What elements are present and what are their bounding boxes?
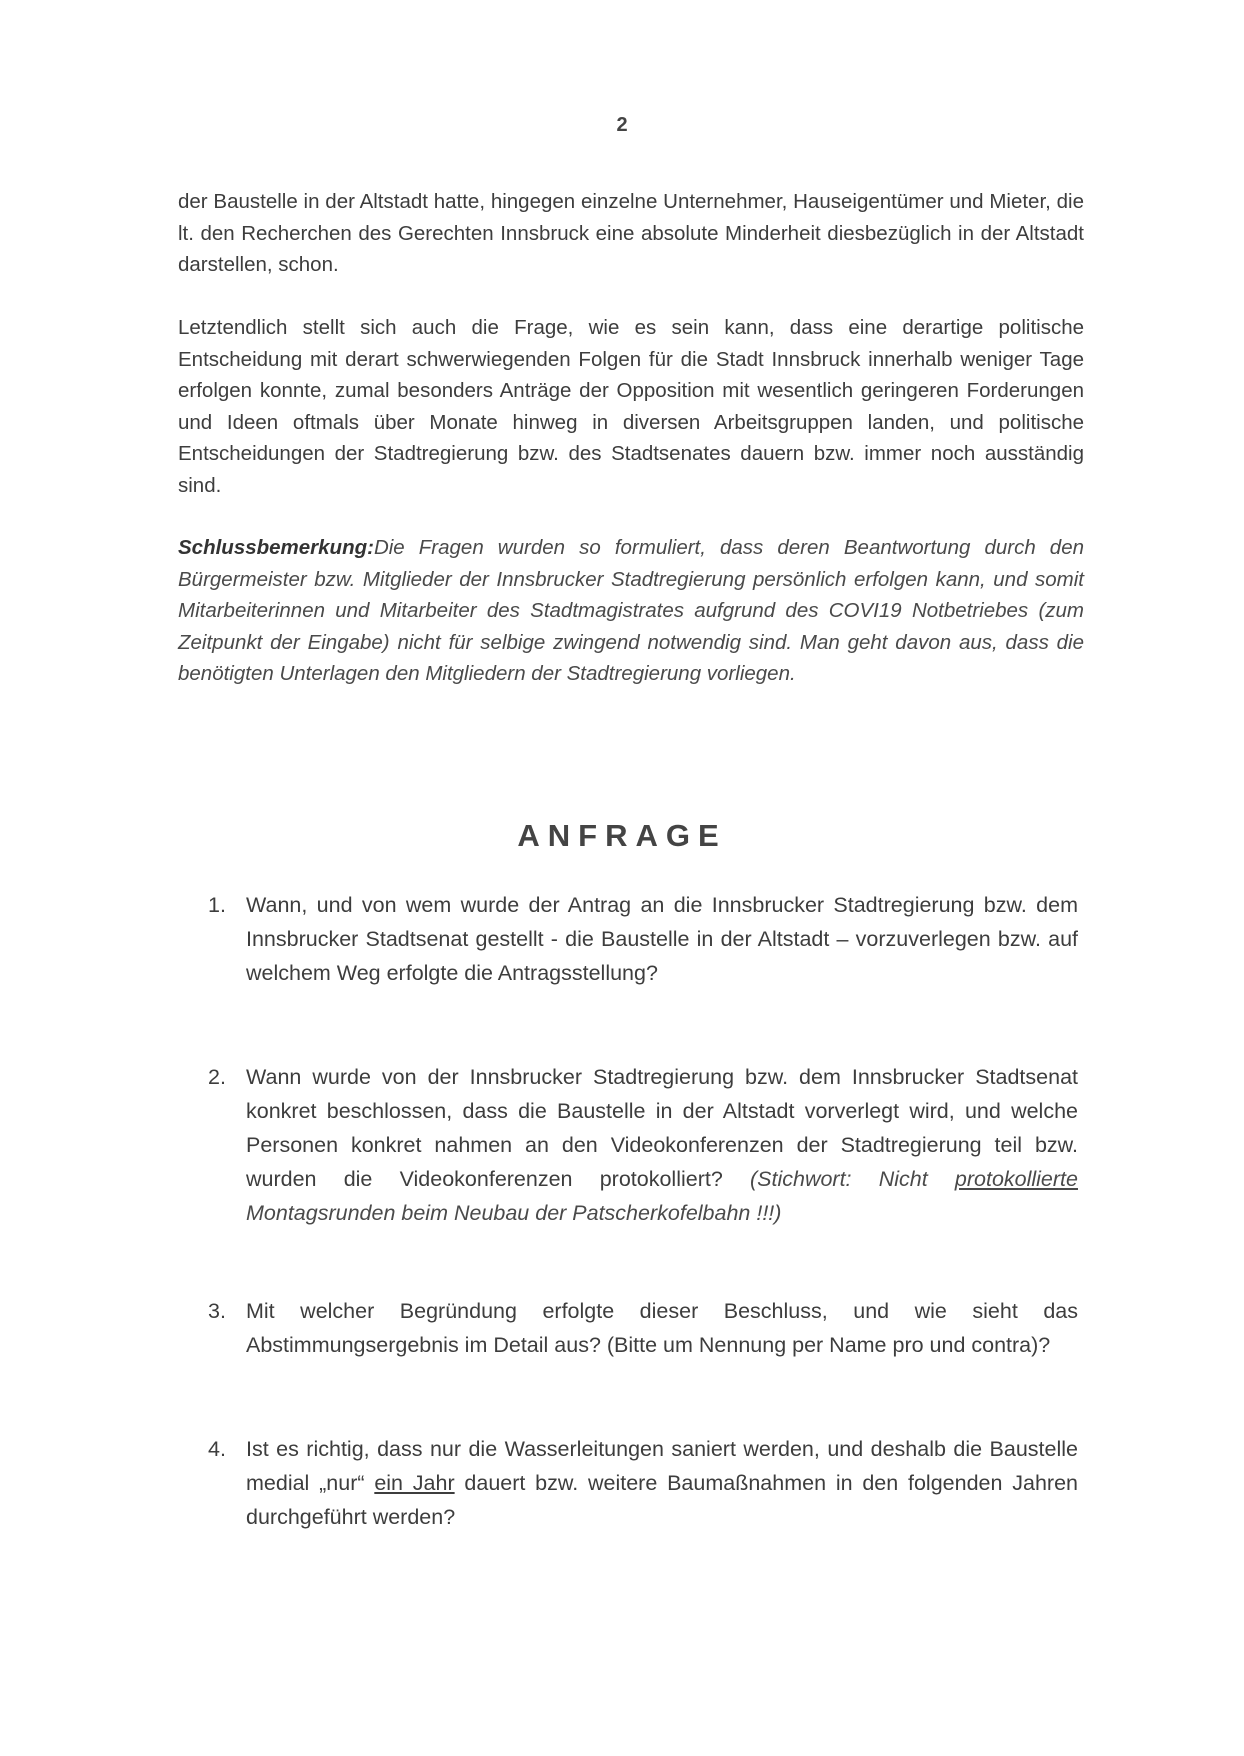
paragraph-political-decision: Letztendlich stellt sich auch die Frage, wie es sein kann, dass eine derartige politische Entscheidung mit derart schwerwiegenden Folgen für die Stadt Innsbruck innerhalb weniger Tage erfolgen konnte, zumal besonders Anträge der Opposition mit wesentlich geringeren Forderungen und Ideen oftmals über Monate hinweg in diversen Arbeitsgruppen landen, und politische Entscheidungen der Stadtregierung bzw. des Stadtsenates dauern bzw. immer noch ausständig sind. xyxy=(178,316,1084,497)
paragraph-altstadt-minority: der Baustelle in der Altstadt hatte, hingegen einzelne Unternehmer, Hauseigentümer und Mieter, die lt. den Recherchen des Gerechten Innsbruck eine absolute Minderheit diesbezüglich in der Altstadt darstellen, schon. xyxy=(178,190,1084,276)
question-number: 3. xyxy=(208,1299,226,1323)
closing-remark-text: Die Fragen wurden so formuliert, dass deren Beantwortung durch den Bürgermeister bzw. Mitglieder der Innsbrucker Stadtregierung persönlich erfolgen kann, und somit Mitarbeiterinnen und Mitarbeiter des Stadtmagistrates aufgrund des COVI19 Notbetriebes (zum Zeitpunkt der Eingabe) nicht für selbige zwingend notwendig sind. Man geht davon aus, dass die benötigten Unterlagen den Mitgliedern der Stadtregierung vorliegen. xyxy=(178,536,1084,685)
question-body-end: dauert bzw. weitere Baumaßnahmen in den folgenden Jahren durchgeführt werden? xyxy=(246,1471,1078,1529)
note-suffix: Montagsrunden beim Neubau der Patscherkofelbahn !!!) xyxy=(246,1201,782,1225)
closing-remark xyxy=(178,532,1084,690)
note-prefix: (Stichwort: Nicht xyxy=(749,1167,955,1191)
page-number: 2 xyxy=(616,114,628,136)
question-body: Wann wurde von der Innsbrucker Stadtregierung bzw. dem Innsbrucker Stadtsenat konkret beschlossen, dass die Baustelle in der Altstadt vorverlegt wird, und welche Personen konkret nahmen an den Videokonferenzen der Stadtregierung teil bzw. wurden die Videokonferenzen protokolliert? xyxy=(246,1065,1078,1191)
question-underlined: ein Jahr xyxy=(374,1471,455,1495)
question-text: Mit welcher Begründung erfolgte dieser Beschluss, und wie sieht das Abstimmungsergebnis im Detail aus? (Bitte um Nennung per Name pro und contra)? xyxy=(246,1299,1078,1357)
closing-remark-label: Schlussbemerkung: xyxy=(178,536,374,559)
question-body-start: Ist es richtig, dass nur die Wasserleitungen saniert werden, und deshalb die Baustelle medial „nur“ xyxy=(246,1437,1078,1495)
section-heading: ANFRAGE xyxy=(517,818,727,853)
question-number: 4. xyxy=(208,1437,226,1461)
note-underlined: protokollierte xyxy=(954,1167,1078,1191)
question-text: Wann, und von wem wurde der Antrag an die Innsbrucker Stadtregierung bzw. dem Innsbrucker Stadtsenat gestellt - die Baustelle in der Altstadt – vorzuverlegen bzw. auf welchem Weg erfolgte die Antragsstellung? xyxy=(246,893,1078,985)
question-number: 1. xyxy=(208,893,226,917)
question-text xyxy=(246,1060,1078,1230)
question-number: 2. xyxy=(208,1065,226,1089)
question-text xyxy=(246,1432,1078,1534)
